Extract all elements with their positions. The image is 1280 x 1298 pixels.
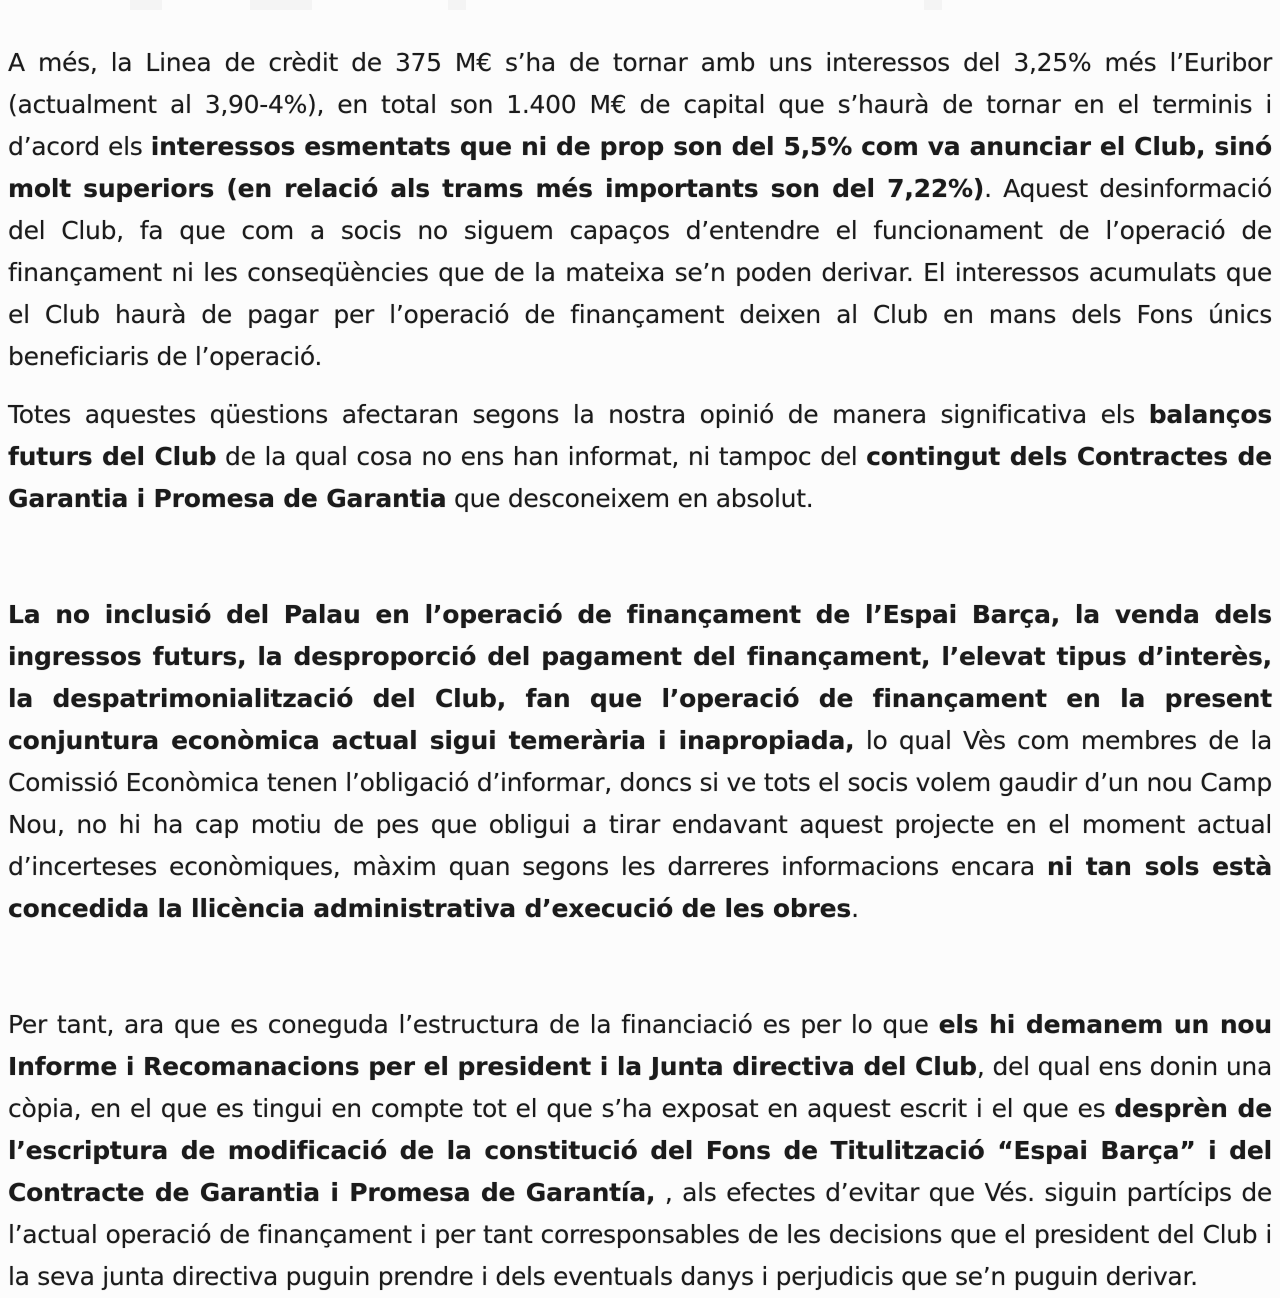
paragraph-credit-line-interests: A més, la Linea de crèdit de 375 M€ s’ha de tornar amb uns interessos del 3,25% més l’Euribor (actualment al 3,90-4%), en total son 1.400 M€ de capital que s’haurà de tornar en el terminis i d’acord els interessos esmentats que ni de prop son del 5,5% com va anunciar el Club, sinó molt superiors (en relació als trams més importants son del 7,22%). Aquest desinformació del Club, fa que com a socis no siguem capaços d’entendre el funcionament de l’operació de finançament ni les conseqüències que de la mateixa se’n poden derivar. El interessos acumulats que el Club haurà de pagar per l’operació de finançament deixen al Club en mans dels Fons únics beneficiaris de l’operació. <box>8 48 1273 371</box>
document-body <box>8 42 1272 1298</box>
scan-artifact <box>130 0 162 10</box>
paragraph-palau-exclusion: La no inclusió del Palau en l’operació de finançament de l’Espai Barça, la venda dels ingressos futurs, la desproporció del pagament del finançament, l’elevat tipus d’interès, la despatrimonialització del Club, fan que l’operació de finançament en la present conjuntura econòmica actual sigui temerària i inapropiada, lo qual Vès com membres de la Comissió Econòmica tenen l’obligació d’informar, doncs si ve tots el socis volem gaudir d’un nou Camp Nou, no hi ha cap motiu de pes que obligui a tirar endavant aquest projecte en el moment actual d’incerteses econòmiques, màxim quan segons les darreres informacions encara ni tan sols està concedida la llicència administrativa d’execució de les obres. <box>8 600 1273 923</box>
paragraph-request-new-report: Per tant, ara que es coneguda l’estructura de la financiació es per lo que els hi demanem un nou Informe i Recomanacions per el president i la Junta directiva del Club, del qual ens donin una còpia, en el que es tingui en compte tot el que s’ha exposat en aquest escrit i el que es desprèn de l’escriptura de modificació de la constitució del Fons de Titulització “Espai Barça” i del Contracte de Garantia i Promesa de Garantía, , als efectes d’evitar que Vés. siguin partícips de l’actual operació de finançament i per tant corresponsables de les decisions que el president del Club i la seva junta directiva puguin prendre i dels eventuals danys i perjudicis que se’n puguin derivar. <box>8 1010 1273 1291</box>
scan-artifact <box>448 0 466 10</box>
paragraph-future-balances: Totes aquestes qüestions afectaran segons la nostra opinió de manera significativa els balanços futurs del Club de la qual cosa no ens han informat, ni tampoc del contingut dels Contractes de Garantia i Promesa de Garantia que desconeixem en absolut. <box>8 400 1272 513</box>
scan-artifact <box>250 0 312 10</box>
scan-artifact <box>924 0 942 10</box>
